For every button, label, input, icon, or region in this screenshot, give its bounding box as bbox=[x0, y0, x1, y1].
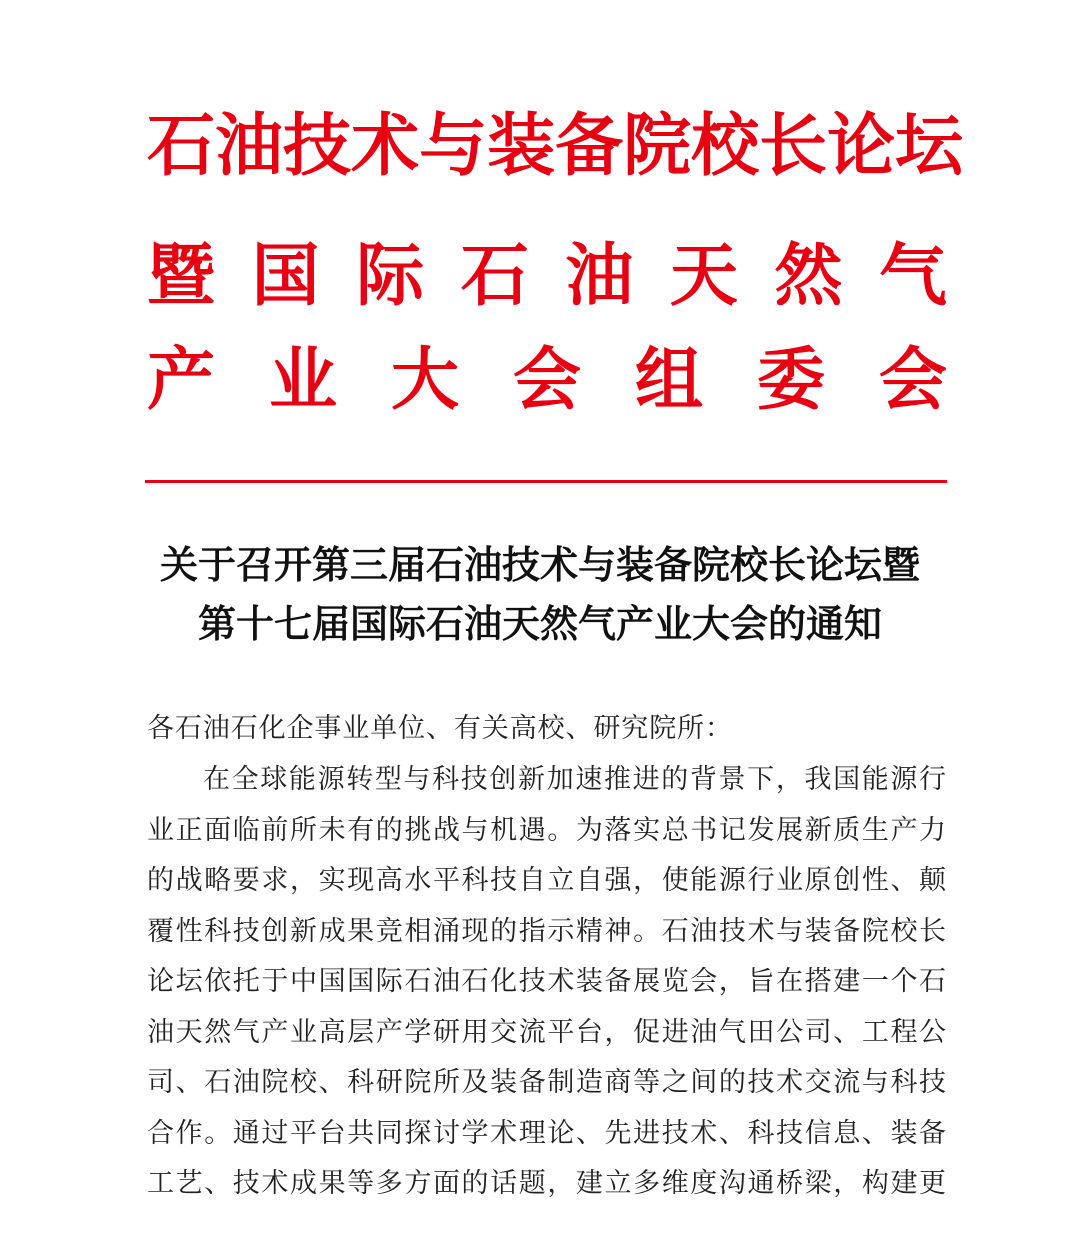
letterhead-divider bbox=[145, 480, 947, 483]
notice-title-line-2: 第十七届国际石油天然气产业大会的通知 bbox=[197, 601, 882, 646]
notice-title-line-1: 关于召开第三届石油技术与装备院校长论坛暨 bbox=[159, 542, 920, 587]
letterhead-line-1: 石 油 技 术 与 装 备 院 校 长 论 坛 bbox=[147, 106, 964, 186]
letterhead-line-3: 产 业 大 会 组 委 会 bbox=[147, 340, 947, 420]
paragraph-line: 在 全 球 能 源 转 型 与 科 技 创 新 加 速 推 进 的 背 景 下 ， 我 国 能 源 行 bbox=[203, 764, 947, 795]
paragraph-line: 油 天 然 气 产 业 高 层 产 学 研 用 交 流 平 台 ， 促 进 油 气 田 公 司 、 工 程 公 bbox=[147, 1017, 947, 1048]
paragraph-line: 工 艺 、 技 术 成 果 等 多 方 面 的 话 题 ， 建 立 多 维 度 沟 通 桥 梁 ， 构 建 更 bbox=[147, 1168, 947, 1199]
salutation: 各石油石化企事业单位、有关高校、研究院所： bbox=[147, 713, 733, 744]
paragraph-line: 的 战 略 要 求 ， 实 现 高 水 平 科 技 自 立 自 强 ， 使 能 源 行 业 原 创 性 、 颠 bbox=[147, 865, 947, 896]
paragraph-line: 合 作 。 通 过 平 台 共 同 探 讨 学 术 理 论 、 先 进 技 术 、 科 技 信 息 、 装 备 bbox=[147, 1118, 947, 1149]
paragraph-line: 覆 性 科 技 创 新 成 果 竞 相 涌 现 的 指 示 精 神 。 石 油 技 术 与 装 备 院 校 长 bbox=[147, 916, 947, 947]
letterhead-line-2: 暨 国 际 石 油 天 然 气 bbox=[147, 236, 947, 316]
paragraph-line: 论 坛 依 托 于 中 国 国 际 石 油 石 化 技 术 装 备 展 览 会 ， 旨 在 搭 建 一 个 石 bbox=[147, 966, 947, 997]
paragraph-line: 司 、 石 油 院 校 、 科 研 院 所 及 装 备 制 造 商 等 之 间 的 技 术 交 流 与 科 技 bbox=[147, 1067, 947, 1098]
paragraph-line: 业 正 面 临 前 所 未 有 的 挑 战 与 机 遇 。 为 落 实 总 书 记 发 展 新 质 生 产 力 bbox=[147, 815, 947, 846]
